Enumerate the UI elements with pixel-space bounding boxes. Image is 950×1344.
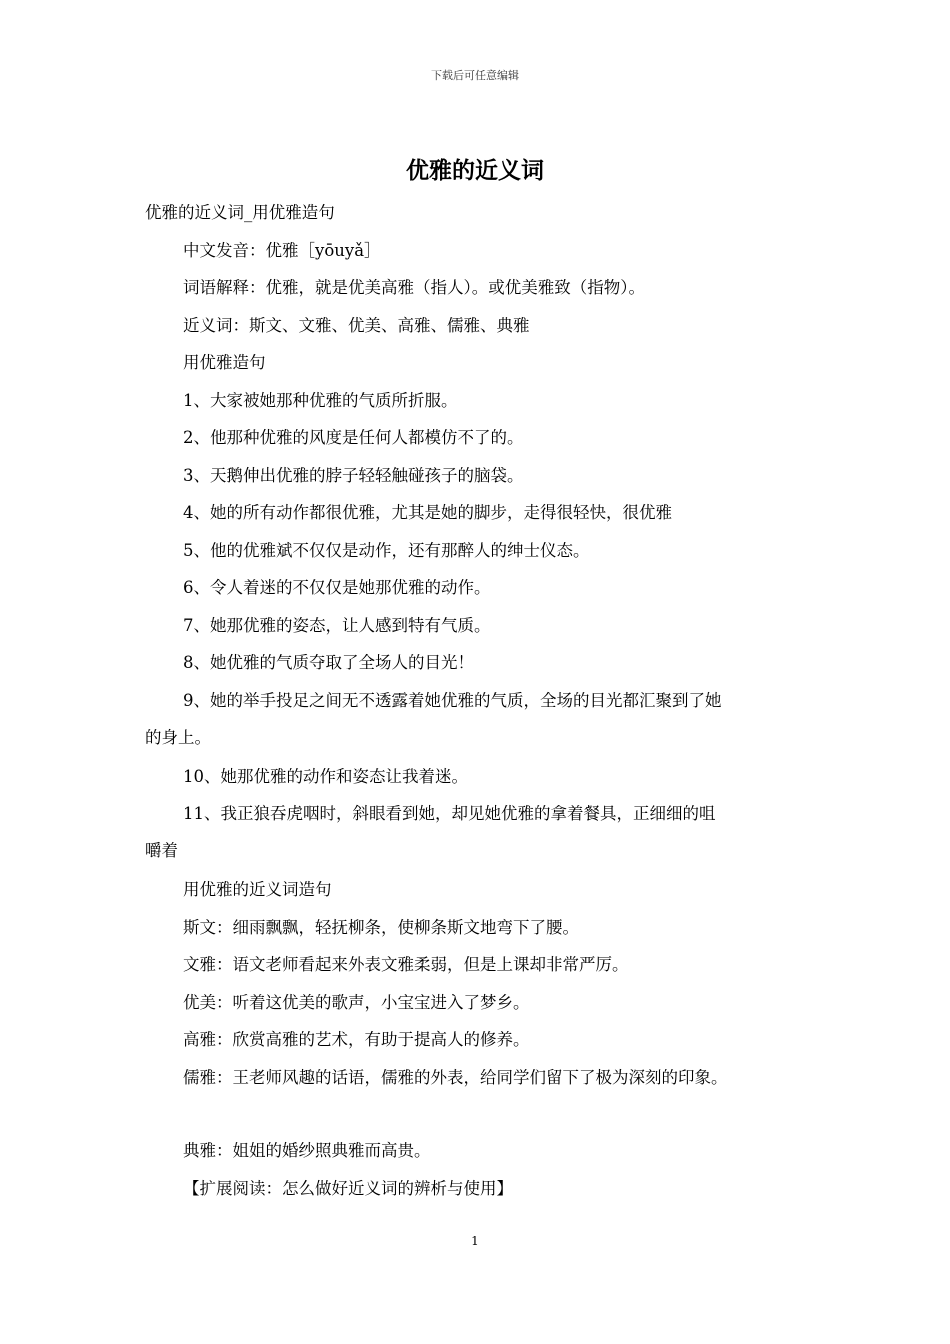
sentence-item-9-line-2: 的身上。 [145, 727, 211, 747]
synonym-sentence-item: 斯文：细雨飘飘，轻抚柳条，使柳条斯文地弯下了腰。 [183, 917, 579, 937]
synonym-sentence-item: 高雅：欣赏高雅的艺术，有助于提高人的修养。 [183, 1030, 530, 1049]
pronunciation-line: 中文发音：优雅［yōuyǎ］ [183, 240, 381, 260]
sentence-item: 5、他的优雅斌不仅仅是动作，还有那醉人的绅士仪态。 [183, 540, 590, 560]
page-number: 1 [471, 1234, 479, 1248]
synonym-sentence-item: 优美：听着这优美的歌声，小宝宝进入了梦乡。 [183, 992, 530, 1012]
sentence-item: 2、他那种优雅的风度是任何人都模仿不了的。 [183, 428, 524, 447]
paragraph-spacer [145, 1101, 815, 1137]
sentence-item: 4、她的所有动作都很优雅，尤其是她的脚步，走得很轻快，很优雅 [183, 503, 672, 522]
sentence-item-11-line-2: 嚼着 [145, 841, 178, 860]
document-body [145, 199, 815, 1212]
definition-line: 词语解释：优雅，就是优美高雅（指人）。或优美雅致（指物）。 [183, 278, 645, 297]
synonym-sentence-item: 文雅：语文老师看起来外表文雅柔弱，但是上课却非常严厉。 [183, 955, 629, 974]
synonyms-line: 近义词：斯文、文雅、优美、高雅、儒雅、典雅 [183, 315, 530, 335]
page-header: 下载后可任意编辑 [431, 69, 519, 82]
sentence-item: 7、她那优雅的姿态，让人感到特有气质。 [183, 615, 491, 635]
sentence-item: 1、大家被她那种优雅的气质所折服。 [183, 390, 458, 410]
sentence-item: 6、令人着迷的不仅仅是她那优雅的动作。 [183, 578, 491, 597]
extended-reading-line: 【扩展阅读：怎么做好近义词的辨析与使用】 [183, 1178, 513, 1198]
synonym-sentence-item-last: 典雅：姐姐的婚纱照典雅而高贵。 [183, 1141, 431, 1160]
document-title: 优雅的近义词 [406, 158, 544, 184]
synonym-sentences-heading: 用优雅的近义词造句 [183, 880, 332, 899]
sentence-item-10: 10、她那优雅的动作和姿态让我着迷。 [183, 766, 468, 786]
synonym-sentence-item: 儒雅：王老师风趣的话语，儒雅的外表，给同学们留下了极为深刻的印象。 [183, 1067, 728, 1087]
sentence-item-9-line-1: 9、她的举手投足之间无不透露着她优雅的气质，全场的目光都汇聚到了她 [183, 690, 722, 710]
sentence-item: 3、天鹅伸出优雅的脖子轻轻触碰孩子的脑袋。 [183, 465, 524, 485]
sentences-heading: 用优雅造句 [183, 353, 266, 372]
sentence-item-11-line-1: 11、我正狼吞虎咽时，斜眼看到她，却见她优雅的拿着餐具，正细细的咀 [183, 804, 716, 823]
sentence-item: 8、她优雅的气质夺取了全场人的目光！ [183, 653, 474, 672]
document-subtitle: 优雅的近义词_用优雅造句 [145, 203, 335, 222]
